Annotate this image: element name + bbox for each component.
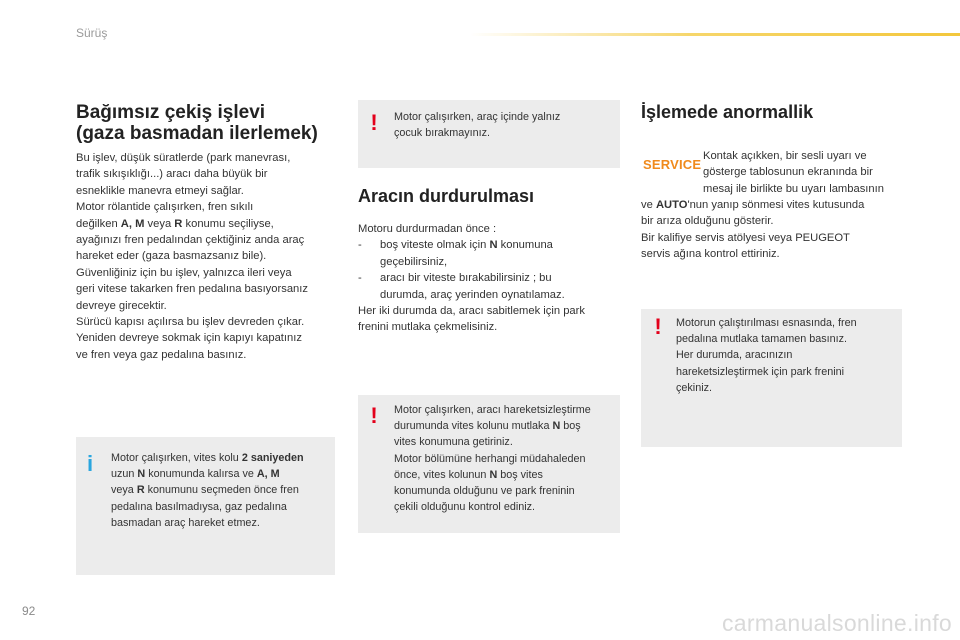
text-line: Motor çalışırken, vites kolu 2 saniyeden [111,452,304,464]
text-line: çekili olduğunu kontrol ediniz. [394,501,536,514]
text-line: servis ağına kontrol ettiriniz. [641,248,780,261]
text-line: ve fren veya gaz pedalına basınız. [76,348,247,361]
text-line: Motorun çalıştırılması esnasında, fren [676,317,857,329]
left-title-line1: Bağımsız çekiş işlevi [76,102,266,123]
middle-title: Aracın durdurulması [358,186,535,206]
text-line: pedalına basılmadıysa, gaz pedalına [111,500,287,513]
warning-box-right [641,309,902,447]
left-title-line2: (gaza basmadan ilerlemek) [76,123,318,144]
text-line: veya R konumunu seçmeden önce fren [111,484,299,497]
text-line: Motoru durdurmadan önce : [358,223,497,235]
warning-box-top-text [394,109,560,141]
text-line: frenini mutlaka çekmelisiniz. [358,321,498,334]
text-line: hareketsizleştirmek için park frenini [676,365,845,378]
warning-box-bottom [358,395,620,533]
text-line: Motor bölümüne herhangi müdahaleden [394,452,586,465]
text-line: Motor çalışırken, aracı hareketsizleştirme [394,404,591,416]
text-line: hareket eder (gaza basmazsanız bile). [76,250,267,263]
text-line: bir arıza olduğunu gösterir. [641,215,774,228]
bullet-item-cont: durumda, araç yerinden oynatılamaz. [380,288,565,301]
text-line: Bir kalifiye servis atölyesi veya PEUGEOT [641,231,850,244]
info-icon: i [86,451,94,476]
text-line: ayağınızı fren pedalından çektiğiniz anda araç [76,234,305,247]
header-accent-bar [470,33,960,36]
text-line: konumunda olduğunu ve park freninin [394,485,575,498]
warning-icon: ! [370,403,378,428]
text-line: ve AUTO'nun yanıp sönmesi vites kutusunda [641,199,865,211]
text-line: çekiniz. [676,381,713,394]
text-line: Bu işlev, düşük süratlerde (park manevrası, [76,152,291,164]
text-line: değilken A, M veya R konumu seçiliyse, [76,217,274,230]
right-body-indented [703,148,884,197]
text-line: geri vitese takarken fren pedalına basıyorsanız [76,283,308,296]
warning-icon: ! [654,314,662,339]
text-line: devreye girecektir. [76,299,167,312]
text-line: Her iki durumda da, aracı sabitlemek için park [358,305,585,318]
watermark: carmanualsonline.info [721,610,952,636]
text-line: çocuk bırakmayınız. [394,127,491,140]
text-line: uzun N konumunda kalırsa ve A, M [111,468,280,481]
text-line: pedalına mutlaka tamamen basınız. [676,333,848,346]
text-line: gösterge tablosunun ekranında bir [703,166,873,179]
left-title [76,102,318,144]
right-body-text [641,197,864,263]
text-line: Kontak açıkken, bir sesli uyarı ve [703,150,867,162]
info-box-text [111,450,304,531]
text-line: vites konumuna getiriniz. [394,436,513,449]
text-line: esneklikle manevra etmeyi sağlar. [76,184,244,197]
warning-box-right-text [676,315,857,396]
text-line: Motor çalışırken, araç içinde yalnız [394,111,561,123]
text-line: Motor rölantide çalışırken, fren sıkılı [76,201,254,214]
info-box [76,437,335,575]
page-number: 92 [22,604,36,618]
right-title: İşlemede anormallik [641,102,814,122]
left-body-text [76,150,308,363]
text-line: Yeniden devreye sokmak için kapıyı kapatınız [76,332,302,345]
warning-box-top [358,100,620,168]
text-line: trafik sıkışıklığı...) aracı daha büyük bir [76,168,268,181]
service-warning-icon: SERVICE [643,157,702,172]
text-line: Sürücü kapısı açılırsa bu işlev devreden çıkar. [76,316,305,329]
text-line: basmadan araç hareket etmez. [111,516,260,529]
bullet-item-cont: geçebilirsiniz, [380,255,448,268]
bullet-item: - aracı bir viteste bırakabilirsiniz ; bu [358,272,552,285]
middle-body-text [358,221,585,336]
text-line: durumunda vites kolunu mutlaka N boş [394,420,581,433]
text-line: Her durumda, aracınızın [676,349,793,362]
bullet-item: - boş viteste olmak için N konumuna [358,239,553,252]
warning-box-bottom-text [394,402,591,515]
warning-icon: ! [370,110,378,135]
text-line: önce, vites kolunun N boş vites [394,468,543,481]
text-line: mesaj ile birlikte bu uyarı lambasının [703,182,884,195]
section-label: Sürüş [76,26,108,40]
text-line: Güvenliğiniz için bu işlev, yalnızca ileri veya [76,266,292,279]
